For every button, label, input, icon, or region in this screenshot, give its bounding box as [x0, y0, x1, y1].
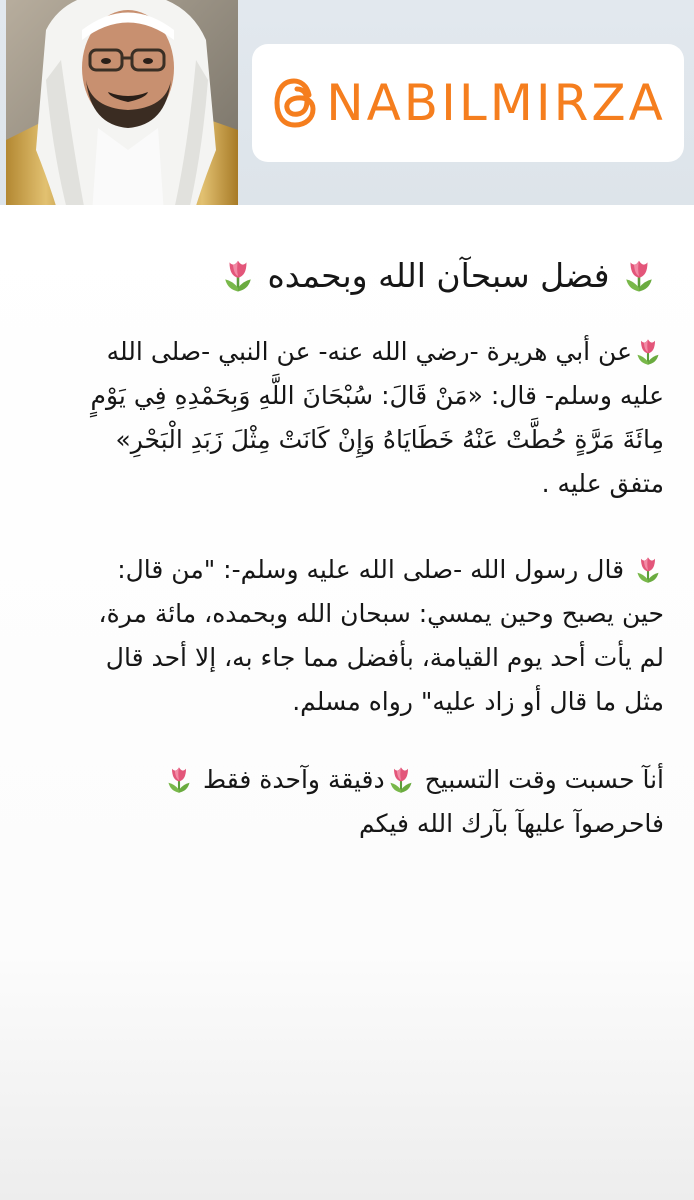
paragraph-line: متفق عليه . — [541, 469, 664, 498]
personal-note-paragraph — [14, 758, 664, 846]
paragraph-line — [14, 758, 664, 802]
paragraph-line: حين يصبح وحين يمسي: سبحان الله وبحمده، مائة مرة، — [98, 599, 664, 628]
paragraph-line-text: دقيقة وآحدة فقط — [203, 765, 385, 794]
tulip-icon — [221, 257, 255, 295]
threads-handle-card[interactable] — [252, 44, 684, 162]
post-title-text: فضل سبحآن الله وبحمده — [267, 256, 610, 295]
paragraph-line: عليه وسلم- قال: «مَنْ قَالَ: سُبْحَانَ اللَّهِ وَبِحَمْدِهِ فِي يَوْمٍ — [90, 381, 664, 410]
threads-username: NABILMIRZA — [326, 74, 666, 132]
tulip-icon — [634, 554, 662, 586]
tulip-icon — [634, 336, 662, 368]
paragraph-line — [14, 548, 664, 592]
paragraph-line — [14, 330, 664, 374]
hadith-paragraph-2 — [14, 548, 664, 724]
hadith-paragraph-1 — [14, 330, 664, 506]
paragraph-line: لم يأت أحد يوم القيامة، بأفضل مما جاء به، إلا أحد قال — [105, 643, 664, 672]
paragraph-line-text: عن أبي هريرة -رضي الله عنه- عن النبي -صلى الله — [106, 337, 632, 366]
threads-handle — [270, 74, 666, 132]
tulip-icon — [387, 764, 415, 796]
tulip-icon — [622, 257, 656, 295]
threads-icon — [270, 74, 322, 132]
paragraph-line: مِائَةَ مَرَّةٍ حُطَّتْ عَنْهُ خَطَايَاهُ وَإِنْ كَانَتْ مِثْلَ زَبَدِ الْبَحْرِ» — [115, 425, 664, 454]
paragraph-line-text: قال رسول الله -صلى الله عليه وسلم-: "من قال: — [117, 555, 625, 584]
paragraph-line-text: أنآ حسبت وقت التسبيح — [424, 765, 664, 794]
tulip-icon — [165, 764, 193, 796]
paragraph-line: مثل ما قال أو زاد عليه" رواه مسلم. — [292, 687, 664, 716]
paragraph-line: فاحرصوآ عليهآ بآرك الله فيكم — [358, 809, 664, 838]
post-title — [219, 248, 658, 304]
